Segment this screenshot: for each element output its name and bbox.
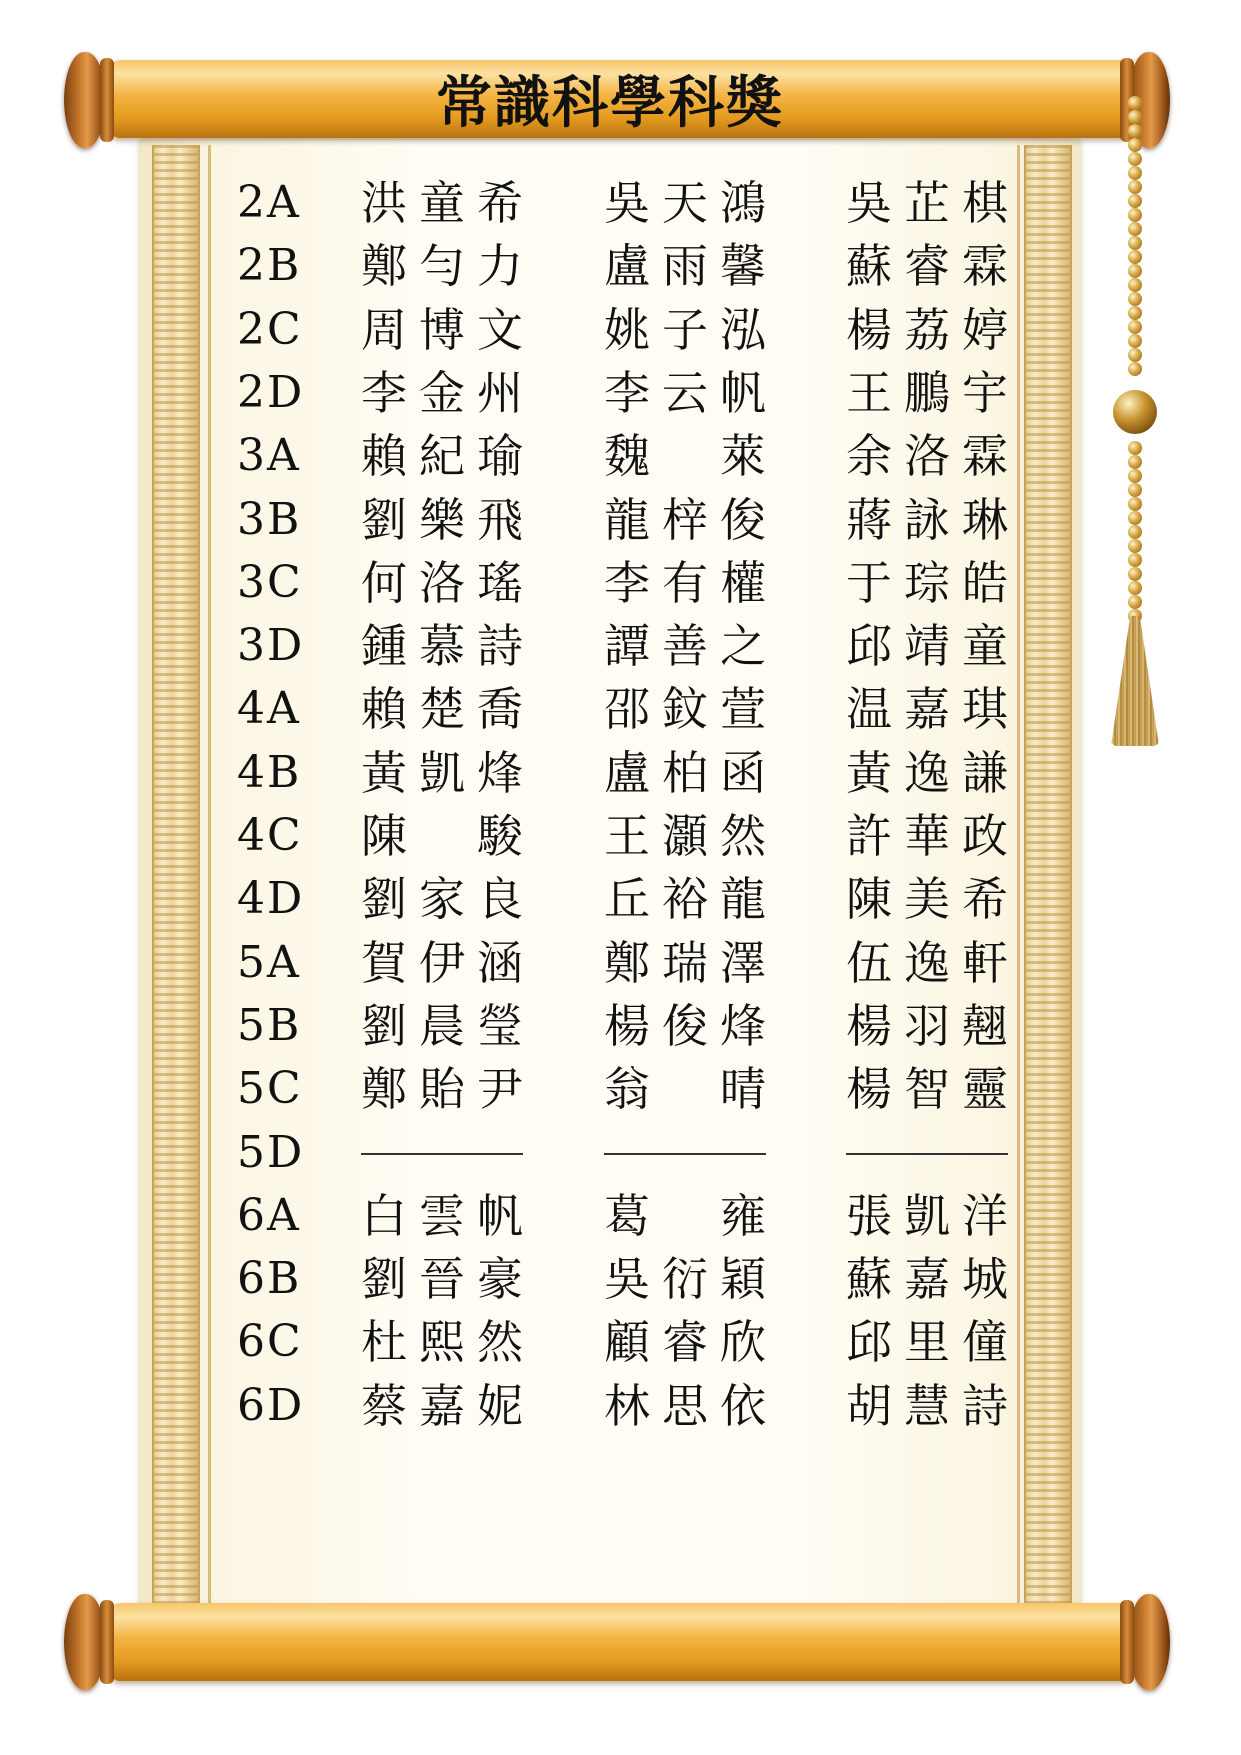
empty-name-dash — [361, 1153, 523, 1155]
student-name: 楊荔婷 — [846, 302, 1008, 357]
student-name: 洪童希 — [361, 176, 523, 230]
student-name: 吳芷棋 — [846, 176, 1008, 230]
student-name: 龍梓俊 — [604, 492, 766, 547]
awardee-row — [0, 1054, 1241, 1124]
student-name: 楊智靈 — [846, 1062, 1008, 1117]
awardee-row — [0, 801, 1241, 871]
student-name: 伍逸軒 — [846, 935, 1008, 990]
class-label: 6D — [237, 1379, 305, 1431]
student-name: 姚子泓 — [604, 302, 766, 357]
student-name: 吳衍穎 — [604, 1252, 766, 1307]
awardee-row — [0, 485, 1241, 555]
student-name: 譚善之 — [604, 619, 766, 674]
awardee-row — [0, 1371, 1241, 1441]
student-name: 邱靖童 — [846, 619, 1008, 674]
student-name: 盧柏函 — [604, 745, 766, 800]
student-name: 黃凱烽 — [361, 745, 523, 800]
class-label: 4A — [237, 683, 301, 735]
student-name: 李有權 — [604, 555, 766, 610]
class-label: 6B — [237, 1253, 302, 1305]
student-name: 賀伊涵 — [361, 935, 523, 990]
class-label: 3B — [237, 493, 302, 545]
student-name: 邵鈫萱 — [604, 682, 766, 737]
class-label: 4D — [237, 873, 305, 925]
student-name: 葛 雍 — [604, 1188, 766, 1243]
awardee-row — [0, 1307, 1241, 1377]
student-name: 何洛瑤 — [361, 555, 523, 610]
student-name: 于琮皓 — [846, 555, 1008, 610]
class-label: 2A — [237, 177, 301, 228]
class-label: 4B — [237, 746, 302, 798]
student-name: 王鵬宇 — [846, 365, 1008, 420]
student-name: 陳 駿 — [361, 809, 523, 863]
student-name: 吳天鴻 — [604, 176, 766, 230]
awardee-row — [0, 1118, 1241, 1188]
awardee-row — [0, 421, 1241, 491]
student-name: 丘裕龍 — [604, 872, 766, 927]
student-name: 邱里僮 — [846, 1315, 1008, 1370]
empty-name-dash — [846, 1153, 1008, 1155]
student-name: 杜熙然 — [361, 1315, 523, 1370]
student-name: 鄭貽尹 — [361, 1062, 523, 1117]
student-name: 王灝然 — [604, 809, 766, 863]
class-label: 5C — [237, 1063, 303, 1115]
awardee-row — [0, 991, 1241, 1061]
student-name: 黃逸謙 — [846, 745, 1008, 800]
student-name: 林思依 — [604, 1378, 766, 1433]
student-name: 楊羽翹 — [846, 998, 1008, 1053]
class-label: 2B — [237, 240, 302, 292]
award-title: 常識科學科獎 — [436, 71, 784, 136]
student-name: 胡慧詩 — [846, 1378, 1008, 1433]
student-name: 鄭瑞澤 — [604, 935, 766, 990]
student-name: 陳美希 — [846, 872, 1008, 927]
student-name: 劉樂飛 — [361, 492, 523, 547]
student-name: 余洛霖 — [846, 429, 1008, 484]
student-name: 鍾慕詩 — [361, 619, 523, 674]
awardee-row — [0, 611, 1241, 681]
student-name: 蘇嘉城 — [846, 1252, 1008, 1307]
awardee-row — [0, 864, 1241, 934]
student-name: 賴紀瑜 — [361, 429, 523, 484]
awardee-row — [0, 231, 1241, 301]
class-label: 2D — [237, 366, 305, 418]
class-label: 4C — [237, 810, 303, 861]
awardee-row — [0, 738, 1241, 808]
student-name: 鄭勻力 — [361, 239, 523, 294]
student-name: 李云帆 — [604, 365, 766, 420]
student-name: 蔡嘉妮 — [361, 1378, 523, 1433]
class-label: 3A — [237, 430, 301, 482]
awardee-row — [0, 548, 1241, 618]
student-name: 楊俊烽 — [604, 998, 766, 1053]
student-name: 蔣詠琳 — [846, 492, 1008, 547]
awardee-row — [0, 358, 1241, 428]
student-name: 蘇睿霖 — [846, 239, 1008, 294]
class-label: 3D — [237, 620, 305, 672]
student-name: 顧睿欣 — [604, 1315, 766, 1370]
student-name: 李金州 — [361, 365, 523, 420]
student-name: 劉家良 — [361, 872, 523, 927]
class-label: 6A — [237, 1189, 301, 1241]
student-name: 賴楚喬 — [361, 682, 523, 737]
class-label: 5D — [237, 1126, 305, 1178]
student-name: 張凱洋 — [846, 1188, 1008, 1243]
student-name: 魏 萊 — [604, 429, 766, 484]
awardee-row — [0, 928, 1241, 998]
student-name: 温嘉琪 — [846, 682, 1008, 737]
student-name: 劉晨瑩 — [361, 998, 523, 1053]
student-name: 劉晉豪 — [361, 1252, 523, 1307]
awardee-row — [0, 1181, 1241, 1251]
student-name: 盧雨馨 — [604, 239, 766, 294]
awardee-row — [0, 674, 1241, 744]
class-label: 5B — [237, 999, 302, 1051]
student-name: 白雲帆 — [361, 1188, 523, 1243]
class-label: 2C — [237, 303, 303, 355]
class-label: 3C — [237, 556, 303, 608]
empty-name-dash — [604, 1153, 766, 1155]
awardee-row — [0, 295, 1241, 365]
awardee-row — [0, 1244, 1241, 1314]
student-name: 翁 晴 — [604, 1062, 766, 1117]
student-name: 許華政 — [846, 809, 1008, 863]
class-label: 6C — [237, 1316, 303, 1368]
class-label: 5A — [237, 936, 301, 988]
awardee-row — [0, 168, 1241, 238]
student-name: 周博文 — [361, 302, 523, 357]
